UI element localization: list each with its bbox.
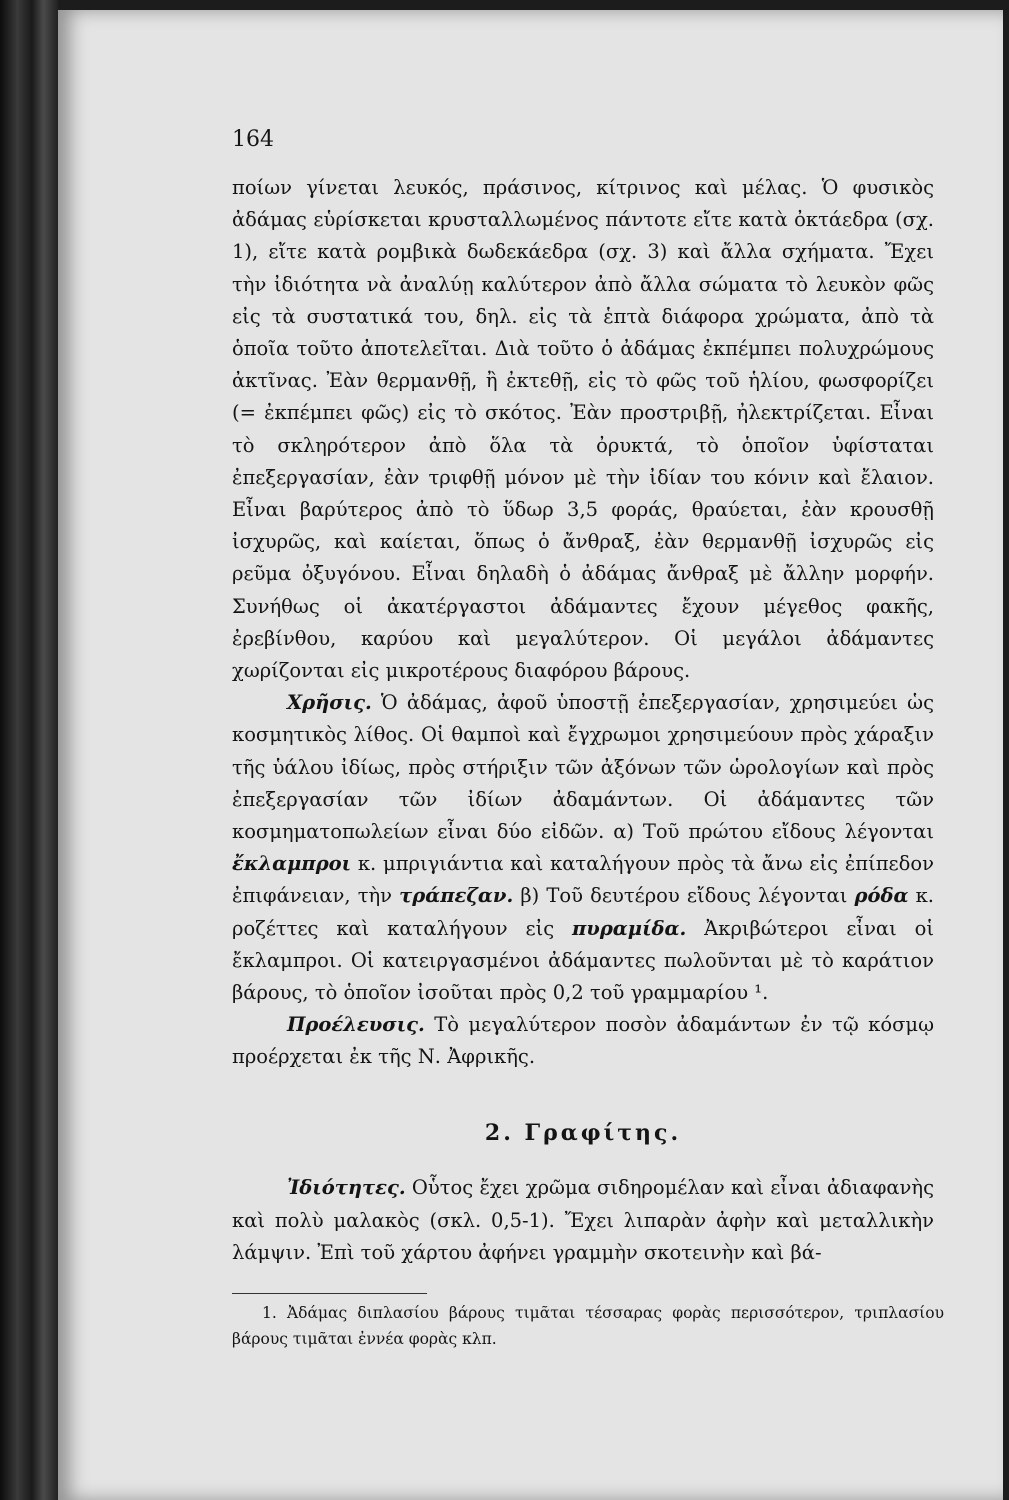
use-text-b: κ. μπριγιάντια καὶ καταλήγουν πρὸς τὰ ἄνω εἰς ἐπίπεδον ἐπιφάνειαν, τὴν bbox=[232, 852, 934, 908]
term-origin: Προέλευσις. bbox=[287, 1013, 425, 1037]
graphite-properties-text: Οὗτος ἔχει χρῶμα σιδηρομέλαν καὶ εἶναι ἀδιαφανὴς καὶ πολὺ μαλακὸς (σκλ. 0,5-1). Ἔχει λιπαρὰν ἀφὴν καὶ μεταλλικὴν λάμψιν. Ἐπὶ τοῦ χάρτου ἀφήνει γραμμὴν σκοτεινὴν καὶ βά- bbox=[232, 1176, 934, 1264]
paragraph-properties: ποίων γίνεται λευκός, πράσινος, κίτρινος καὶ μέλας. Ὁ φυσικὸς ἀδάμας εὑρίσκεται κρυσταλλωμένος πάντοτε εἴτε κατὰ ὀκτάεδρα (σχ. 1), εἴτε κατὰ ρομβικὰ δωδεκάεδρα (σχ. 3) καὶ ἄλλα σχήματα. Ἔχει τὴν ἰδιότητα νὰ ἀναλύῃ καλύτερον ἀπὸ ἄλλα σώματα τὸ λευκὸν φῶς εἰς τὰ συστατικά του, δηλ. εἰς τὰ ἑπτὰ διάφορα χρώματα, ἀπὸ τὰ ὁποῖα τοῦτο ἀποτελεῖται. Διὰ τοῦτο ὁ ἀδάμας ἐκπέμπει πολυχρώμους ἀκτῖνας. Ἐὰν θερμανθῇ, ἢ ἐκτεθῇ, εἰς τὸ φῶς τοῦ ἡλίου, φωσφορίζει (= ἐκπέμπει φῶς) εἰς τὸ σκότος. Ἐὰν προστριβῇ, ἠλεκτρίζεται. Εἶναι τὸ σκληρότερον ἀπὸ ὅλα τὰ ὀρυκτά, τὸ ὁποῖον ὑφίσταται ἐπεξεργασίαν, ἐὰν τριφθῇ μόνον μὲ τὴν ἰδίαν του κόνιν καὶ ἔλαιον. Εἶναι βαρύτερος ἀπὸ τὸ ὕδωρ 3,5 φοράς, θραύεται, ἐὰν κρουσθῇ ἰσχυρῶς, καὶ καίεται, ὅπως ὁ ἄνθραξ, ἐὰν θερμανθῇ ἰσχυρῶς εἰς ρεῦμα ὀξυγόνου. Εἶναι δηλαδὴ ὁ ἀδάμας ἄνθραξ μὲ ἄλλην μορφήν. Συνήθως οἱ ἀκατέργαστοι ἀδάμαντες ἔχουν μέγεθος φακῆς, ἐρεβίνθου, καρύου καὶ μεγαλύτερον. Οἱ μεγάλοι ἀδάμαντες χωρίζονται εἰς μικροτέρους διαφόρου βάρους. bbox=[232, 176, 934, 683]
term-pyramida: πυραμίδα. bbox=[572, 916, 687, 940]
term-roda: ρόδα bbox=[854, 884, 909, 908]
use-text-a: Ὁ ἀδάμας, ἀφοῦ ὑποστῇ ἐπεξεργασίαν, χρησιμεύει ὡς κοσμητικὸς λίθος. Οἱ θαμποὶ καὶ ἔγχρωμοι χρησιμεύουν πρὸς χάραξιν τῆς ὑάλου ἰδίως, πρὸς στήριξιν τῶν ἀξόνων τῶν ὡρολογίων καὶ πρὸς ἐπεξεργασίαν τῶν ἰδίων ἀδαμάντων. Οἱ ἀδάμαντες τῶν κοσμηματοπωλείων εἶναι δύο εἰδῶν. α) Τοῦ πρώτου εἴδους λέγονται bbox=[232, 691, 934, 844]
book-spine bbox=[0, 0, 58, 1500]
section-heading: 2. Γραφίτης. bbox=[484, 1120, 682, 1146]
paragraph-use bbox=[232, 687, 934, 1009]
paragraph-graphite-properties bbox=[232, 1172, 934, 1270]
body-text bbox=[232, 172, 934, 1074]
use-text-d: κ. ροζέττες καὶ καταλήγουν εἰς bbox=[232, 884, 934, 940]
paragraph-origin bbox=[232, 1009, 934, 1073]
section-text bbox=[232, 1172, 934, 1270]
term-use: Χρῆσις. bbox=[287, 691, 372, 715]
origin-text: Τὸ μεγαλύτερον ποσὸν ἀδαμάντων ἐν τῷ κόσμῳ προέρχεται ἐκ τῆς Ν. Ἀφρικῆς. bbox=[232, 1013, 934, 1069]
term-eklamproi: ἔκλαμπροι bbox=[232, 852, 352, 876]
use-text-c: β) Τοῦ δευτέρου εἴδους λέγονται bbox=[513, 884, 855, 908]
term-properties: Ἰδιότητες. bbox=[287, 1176, 406, 1199]
use-text-e: Ἀκριβώτεροι εἶναι οἱ ἔκλαμπροι. Οἱ κατειργασμένοι ἀδάμαντες πωλοῦνται μὲ τὸ καράτιον βάρους, τὸ ὁποῖον ἰσοῦται πρὸς 0,2 τοῦ γραμμαρίου ¹. bbox=[232, 916, 934, 1005]
footnote: 1. Ἀδάμας διπλασίου βάρους τιμᾶται τέσσαρας φορὰς περισσότερον, τριπλασίου βάρους τιμᾶται ἐννέα φορὰς κλπ. bbox=[232, 1304, 944, 1348]
footnote-divider bbox=[232, 1293, 427, 1294]
term-trapeza: τράπεζαν. bbox=[399, 884, 514, 908]
page-number: 164 bbox=[232, 127, 274, 152]
